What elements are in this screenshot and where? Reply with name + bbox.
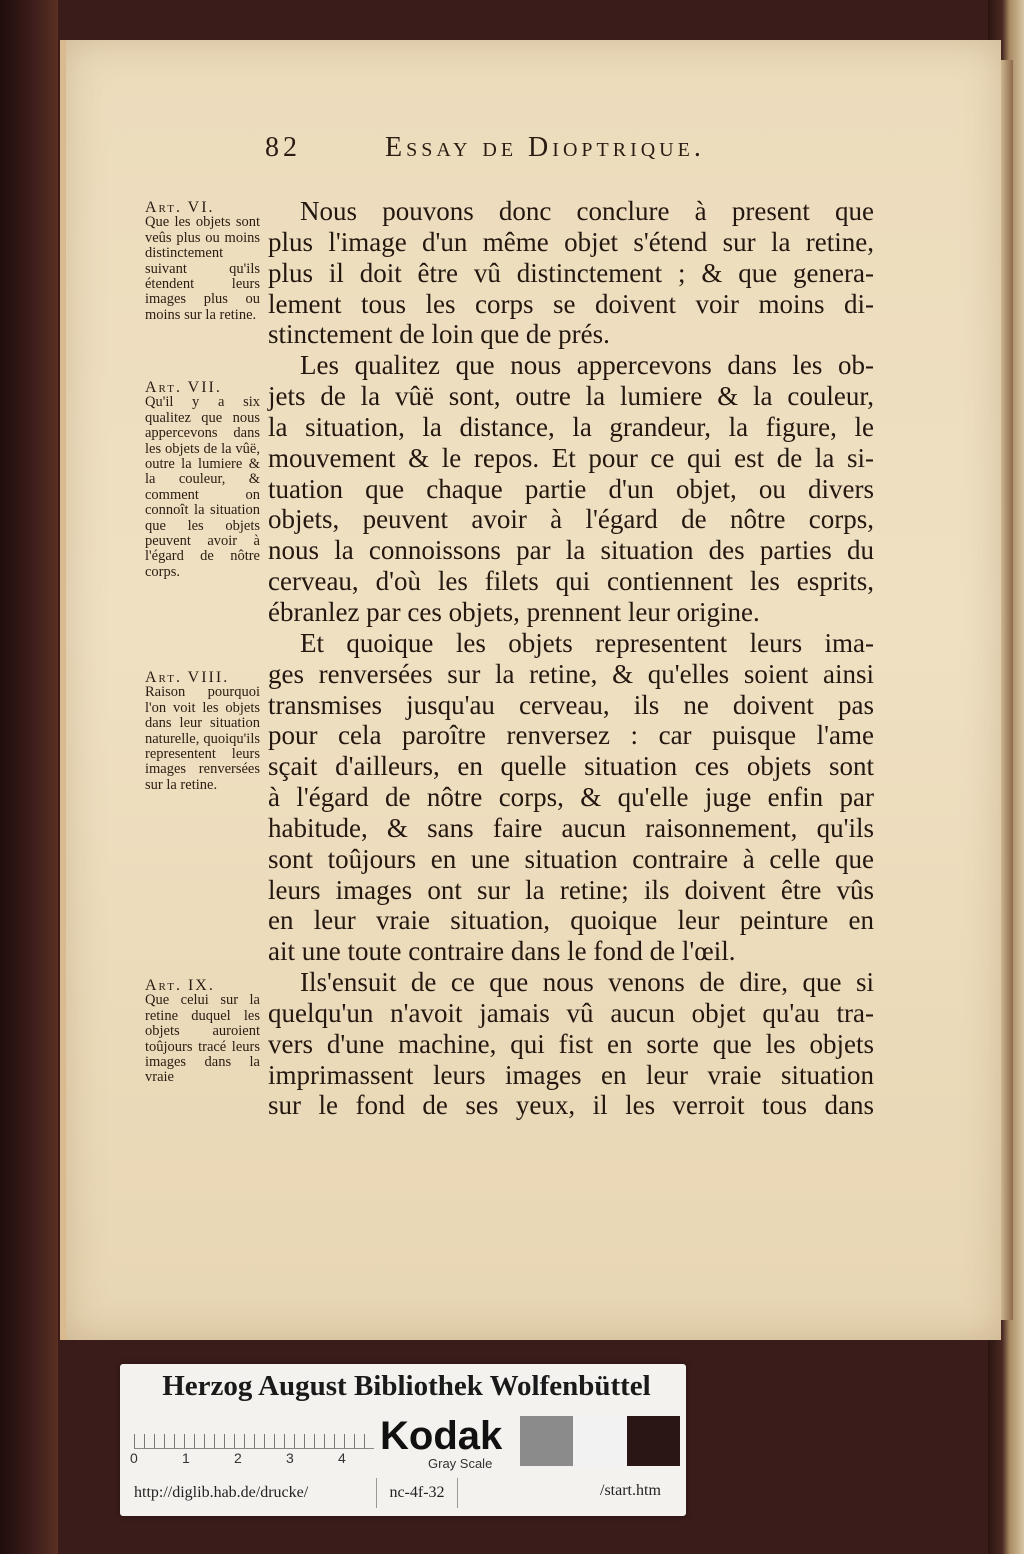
paragraph — [268, 350, 874, 628]
text-line: cerveau, d'où les filets qui contiennent les esprits, — [268, 566, 874, 597]
ruler-number: 2 — [234, 1450, 242, 1466]
ruler-number: 1 — [182, 1450, 190, 1466]
marginal-note-text: Que celui sur la retine duquel les objets auroient toûjours tracé leurs images dans la vraie — [145, 992, 260, 1086]
marginal-note-text: Que les objets sont veûs plus ou moins distinctement suivant qu'ils étendent leurs images plus ou moins sur la retine. — [145, 214, 260, 323]
ruler-number: 0 — [130, 1450, 138, 1466]
ruler-number: 4 — [338, 1450, 346, 1466]
text-line: quelqu'un n'avoit jamais vû aucun objet qu'au tra- — [268, 997, 874, 1028]
text-line: Nous pouvons donc conclure à present que — [300, 196, 874, 226]
marginal-note-head: Art. VII. — [145, 379, 222, 396]
text-line: ges renversées sur la retine, & qu'elles soient ainsi — [268, 658, 874, 689]
text-line: Les qualitez que nous appercevons dans les ob- — [300, 350, 874, 381]
gray-patch — [520, 1416, 573, 1466]
ruler-scale — [134, 1420, 374, 1449]
gray-scale-label: Gray Scale — [428, 1456, 493, 1471]
marginal-note-text: Qu'il y a six qualitez que nous appercevons dans les objets de la vûë, outre la lumiere & la couleur, & comment on connoît la situation que les objets peuvent avoir à l'égard de nôtre corps. — [145, 394, 260, 580]
text-line: sont toûjours en une situation contraire à celle que — [268, 843, 874, 874]
marginal-note-art-6 — [145, 200, 260, 323]
body-text — [268, 196, 874, 1121]
text-line: ait une toute contraire dans le fond de l'œil. — [268, 936, 736, 967]
shelfmark: nc-4f-32 — [376, 1478, 458, 1508]
text-line: pour cela paroître renversez : car puisque l'ame — [268, 720, 874, 751]
text-line: tuation que chaque partie d'un objet, ou divers — [268, 473, 874, 504]
text-line: vers d'une machine, qui fist en sorte que les objets — [268, 1028, 874, 1059]
text-line: leurs images ont sur la retine; ils doivent être vûs — [268, 874, 874, 905]
start-link-text: /start.htm — [600, 1482, 661, 1499]
text-line: en leur vraie situation, quoique leur peinture en — [268, 905, 874, 936]
text-line: à l'égard de nôtre corps, & qu'elle juge enfin par — [268, 782, 874, 813]
text-line: habitude, & sans faire aucun raisonnement, qu'ils — [268, 812, 874, 843]
ruler-number: 3 — [286, 1450, 294, 1466]
text-line: lement tous les corps se doivent voir moins di- — [268, 288, 874, 319]
binding-left — [0, 0, 58, 1554]
gray-patch — [627, 1416, 680, 1466]
kodak-logo: Kodak — [380, 1414, 503, 1458]
text-line: objets, peuvent avoir à l'égard de nôtre corps, — [268, 504, 874, 535]
text-line: jets de la vûë sont, outre la lumiere & la couleur, — [268, 381, 874, 412]
paragraph — [268, 196, 874, 350]
gray-patch — [573, 1416, 626, 1466]
text-line: Ils'ensuit de ce que nous venons de dire, que si — [300, 967, 874, 998]
running-title: Essay de Dioptrique. — [385, 132, 705, 163]
paragraph — [268, 967, 874, 1121]
text-line: sur le fond de ses yeux, il les verroit tous dans — [268, 1090, 874, 1121]
library-name: Herzog August Bibliothek Wolfenbüttel — [162, 1370, 651, 1402]
text-line: mouvement & le repos. Et pour ce qui est de la si- — [268, 442, 874, 473]
text-line: sçait d'ailleurs, en quelle situation ces objets sont — [268, 751, 874, 782]
marginal-note-art-8 — [145, 670, 260, 793]
paragraph — [268, 628, 874, 967]
text-line: ébranlez par ces objets, prennent leur origine. — [268, 596, 760, 627]
marginal-note-head: Art. IX. — [145, 977, 215, 994]
marginal-note-art-9 — [145, 978, 260, 1086]
marginal-note-text: Raison pourquoi l'on voit les objets dans leur situation naturelle, quoiqu'ils representent leurs images renversées sur la retine. — [145, 684, 260, 793]
text-line: Et quoique les objets representent leurs ima- — [300, 627, 874, 658]
text-line: la situation, la distance, la grandeur, la figure, le — [268, 411, 874, 442]
text-line: plus il doit être vû distinctement ; & que genera- — [268, 257, 874, 288]
text-line: plus l'image d'un même objet s'étend sur la retine, — [268, 226, 874, 257]
text-line: stinctement de loin que de prés. — [268, 319, 610, 350]
marginal-note-art-7 — [145, 380, 260, 580]
source-url: http://diglib.hab.de/drucke/ — [134, 1484, 309, 1501]
marginal-note-head: Art. VIII. — [145, 669, 230, 686]
text-line: transmises jusqu'au cerveau, ils ne doivent pas — [268, 689, 874, 720]
marginal-note-head: Art. VI. — [145, 199, 215, 216]
page-edge — [1001, 60, 1013, 1320]
page-number: 82 — [265, 132, 301, 163]
text-line: nous la connoissons par la situation des parties du — [268, 535, 874, 566]
kodak-color-card — [120, 1364, 686, 1516]
gray-patches — [520, 1416, 680, 1466]
text-line: imprimassent leurs images en leur vraie situation — [268, 1059, 874, 1090]
